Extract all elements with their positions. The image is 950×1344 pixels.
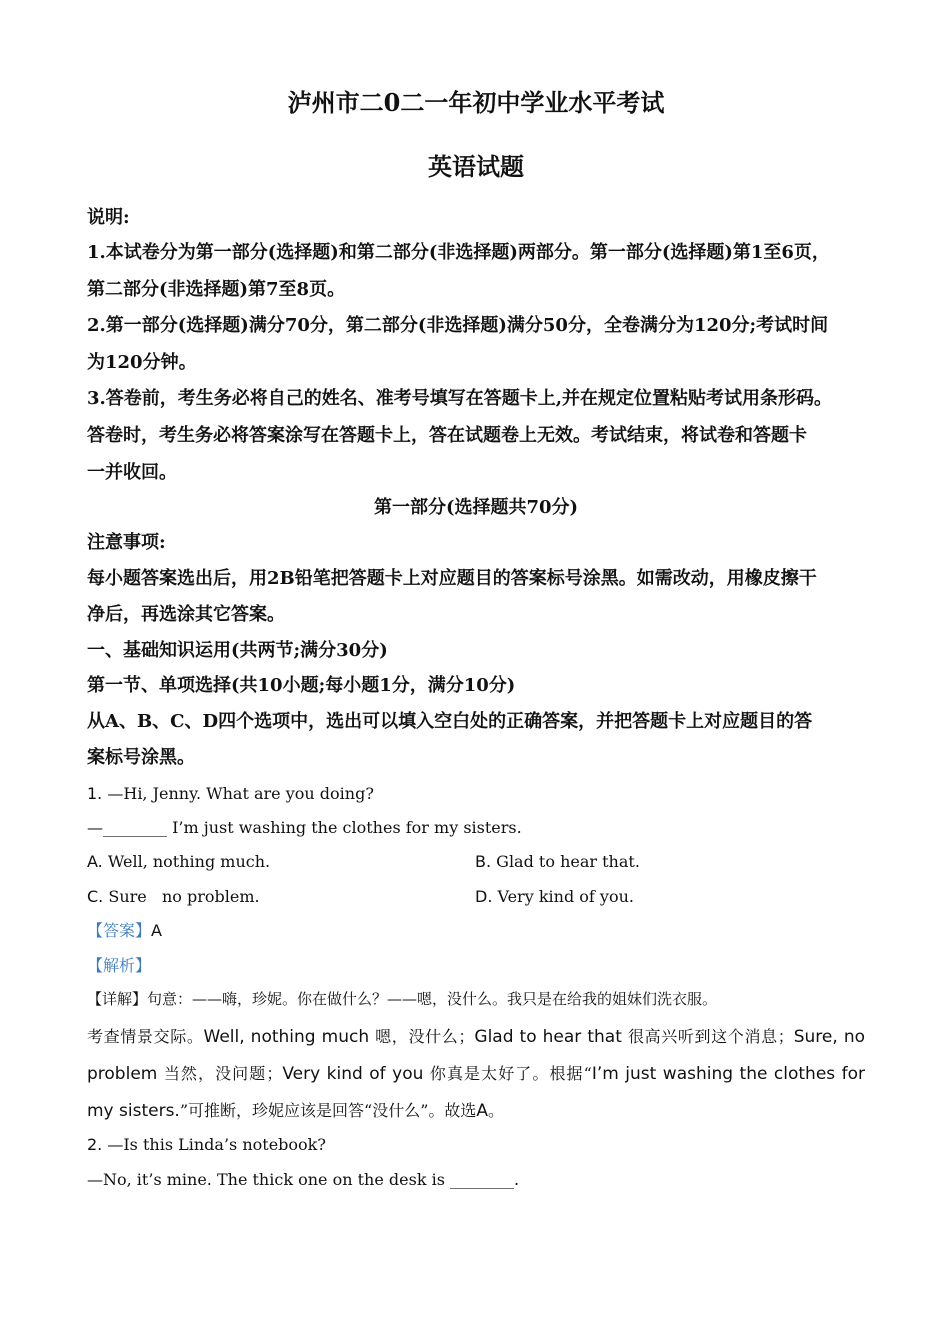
question-1-response: —________ I’m just washing the clothes for my sisters. xyxy=(87,818,522,837)
instruction-line: 2.第一部分(选择题)满分70分，第二部分(非选择题)满分50分，全卷满分为120分;考试时间 xyxy=(87,315,829,336)
option-label: C. xyxy=(87,887,104,906)
question-2-prompt xyxy=(87,1134,865,1156)
explanation-text: Glad to hear that xyxy=(474,1027,622,1047)
answer-tag: 【答案】 xyxy=(87,921,152,940)
exam-title: 泸州市二0二一年初中学业水平考试 xyxy=(287,88,665,117)
question-text: —Hi, Jenny. What are you doing? xyxy=(107,784,374,803)
directions-line: 从A、B、C、D四个选项中，选出可以填入空白处的正确答案，并把答题卡上对应题目的答 xyxy=(87,711,813,732)
explanation-line xyxy=(87,1025,865,1049)
notes-line: 每小题答案选出后，用2B铅笔把答题卡上对应题目的答案标号涂黑。如需改动，用橡皮擦干 xyxy=(87,568,817,589)
notes-heading: 注意事项: xyxy=(87,532,166,553)
instruction-line: 为120分钟。 xyxy=(87,352,197,373)
explanation-text: 你真是太好了。根据“ xyxy=(429,1064,592,1083)
option-a xyxy=(87,851,270,873)
option-text: Glad to hear that. xyxy=(496,852,640,871)
section-heading: 一、基础知识运用(共两节;满分30分) xyxy=(87,640,388,661)
instruction-line: 一并收回。 xyxy=(87,462,177,483)
directions-line: 案标号涂黑。 xyxy=(87,747,195,768)
explanation-line xyxy=(87,1099,865,1123)
option-label: D. xyxy=(475,887,493,906)
explanation-text: ”可推断，珍妮应该是回答“没什么”。故选 xyxy=(179,1101,477,1120)
question-1-prompt xyxy=(87,783,865,805)
explanation-text: 。 xyxy=(488,1101,505,1120)
explanation-text: problem xyxy=(87,1064,158,1084)
instructions-heading: 说明: xyxy=(87,207,130,228)
notes-line: 净后，再选涂其它答案。 xyxy=(87,604,285,625)
explanation-text: 当然，没问题； xyxy=(163,1064,283,1083)
subsection-heading: 第一节、单项选择(共10小题;每小题1分，满分10分) xyxy=(87,675,516,696)
option-d xyxy=(475,886,634,908)
explanation-text: A xyxy=(476,1101,489,1121)
explanation-text: Well, nothing much xyxy=(203,1027,370,1047)
option-text: Well, nothing much. xyxy=(107,852,271,871)
instruction-line: 1.本试卷分为第一部分(选择题)和第二部分(非选择题)两部分。第一部分(选择题)第1至6页， xyxy=(87,242,830,263)
option-label: A. xyxy=(87,852,103,871)
instruction-line: 第二部分(非选择题)第7至8页。 xyxy=(87,279,346,300)
explanation-text: 嗯，没什么； xyxy=(375,1027,475,1046)
instruction-line: 3.答卷前，考生务必将自己的姓名、准考号填写在答题卡上,并在规定位置粘贴考试用条形码。 xyxy=(87,388,833,409)
part1-title: 第一部分(选择题共70分) xyxy=(373,497,579,518)
option-text: Very kind of you. xyxy=(497,887,634,906)
option-text: Sure no problem. xyxy=(108,887,260,906)
question-number: 1. xyxy=(87,784,103,803)
detail-line: 【详解】句意：——嗨，珍妮。你在做什么？——嗯，没什么。我只是在给我的姐妹们洗衣服。 xyxy=(87,990,718,1008)
explanation-text: 考查情景交际。 xyxy=(87,1027,204,1046)
answer-value: A xyxy=(151,921,162,940)
question-text: —Is this Linda’s notebook? xyxy=(107,1135,326,1154)
explanation-text: Sure, no xyxy=(793,1027,866,1047)
explanation-line xyxy=(87,1062,865,1086)
explanation-text: I’m just washing the clothes for xyxy=(591,1064,866,1084)
explanation-text: my sisters. xyxy=(87,1101,180,1121)
question-2-response: —No, it’s mine. The thick one on the desk is ________. xyxy=(87,1170,520,1189)
analysis-tag: 【解析】 xyxy=(87,956,152,975)
explanation-text: Very kind of you xyxy=(282,1064,424,1084)
explanation-text: 很高兴听到这个消息； xyxy=(627,1027,794,1046)
option-b xyxy=(475,851,640,873)
option-c xyxy=(87,886,260,908)
exam-subtitle: 英语试题 xyxy=(428,152,524,181)
answer-line xyxy=(87,920,162,942)
question-number: 2. xyxy=(87,1135,103,1154)
option-label: B. xyxy=(475,852,492,871)
instruction-line: 答卷时，考生务必将答案涂写在答题卡上，答在试题卷上无效。考试结束，将试卷和答题卡 xyxy=(87,425,807,446)
